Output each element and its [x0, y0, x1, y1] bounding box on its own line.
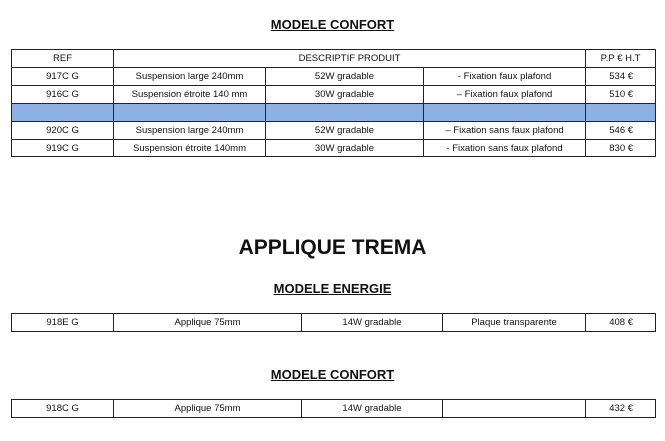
- ref-cell: 919C G: [12, 140, 114, 157]
- energie-table: [11, 313, 656, 332]
- fixation-cell: - Fixation faux plafond: [424, 68, 586, 86]
- price-cell: 546 €: [586, 122, 656, 140]
- header-price: P.P € H.T: [586, 50, 656, 68]
- ref-cell: 917C G: [12, 68, 114, 86]
- fixation-cell: – Fixation faux plafond: [424, 86, 586, 104]
- table-row: [12, 140, 656, 157]
- power-cell: 52W gradable: [266, 122, 424, 140]
- ref-cell: 918E G: [12, 314, 114, 332]
- price-cell: 432 €: [586, 400, 656, 418]
- power-cell: 14W gradable: [302, 400, 443, 418]
- desc-cell: Suspension étroite 140mm: [114, 140, 266, 157]
- table-header-row: [12, 50, 656, 68]
- table-row: [12, 122, 656, 140]
- confort-table: [11, 49, 656, 157]
- price-cell: 830 €: [586, 140, 656, 157]
- price-cell: 510 €: [586, 86, 656, 104]
- desc-cell: Applique 75mm: [114, 314, 302, 332]
- power-cell: 30W gradable: [266, 86, 424, 104]
- table-row: [12, 68, 656, 86]
- section-title-confort-2: MODELE CONFORT: [270, 367, 395, 382]
- table-row: [12, 314, 656, 332]
- power-cell: 14W gradable: [302, 314, 443, 332]
- power-cell: 52W gradable: [266, 68, 424, 86]
- separator-row: [12, 104, 656, 122]
- desc-cell: Suspension large 240mm: [114, 68, 266, 86]
- price-cell: 534 €: [586, 68, 656, 86]
- section-title-energie: MODELE ENERGIE: [273, 281, 392, 296]
- desc-cell: Suspension étroite 140 mm: [114, 86, 266, 104]
- ref-cell: 918C G: [12, 400, 114, 418]
- header-desc: DESCRIPTIF PRODUIT: [114, 50, 586, 68]
- section-title-confort: MODELE CONFORT: [270, 17, 395, 32]
- header-ref: REF: [12, 50, 114, 68]
- extra-cell: [443, 400, 586, 418]
- desc-cell: Suspension large 240mm: [114, 122, 266, 140]
- fixation-cell: – Fixation sans faux plafond: [424, 122, 586, 140]
- ref-cell: 916C G: [12, 86, 114, 104]
- applique-title: APPLIQUE TREMA: [238, 236, 427, 259]
- price-cell: 408 €: [586, 314, 656, 332]
- fixation-cell: - Fixation sans faux plafond: [424, 140, 586, 157]
- desc-cell: Applique 75mm: [114, 400, 302, 418]
- extra-cell: Plaque transparente: [443, 314, 586, 332]
- power-cell: 30W gradable: [266, 140, 424, 157]
- table-row: [12, 400, 656, 418]
- confort-applique-table: [11, 399, 656, 418]
- ref-cell: 920C G: [12, 122, 114, 140]
- table-row: [12, 86, 656, 104]
